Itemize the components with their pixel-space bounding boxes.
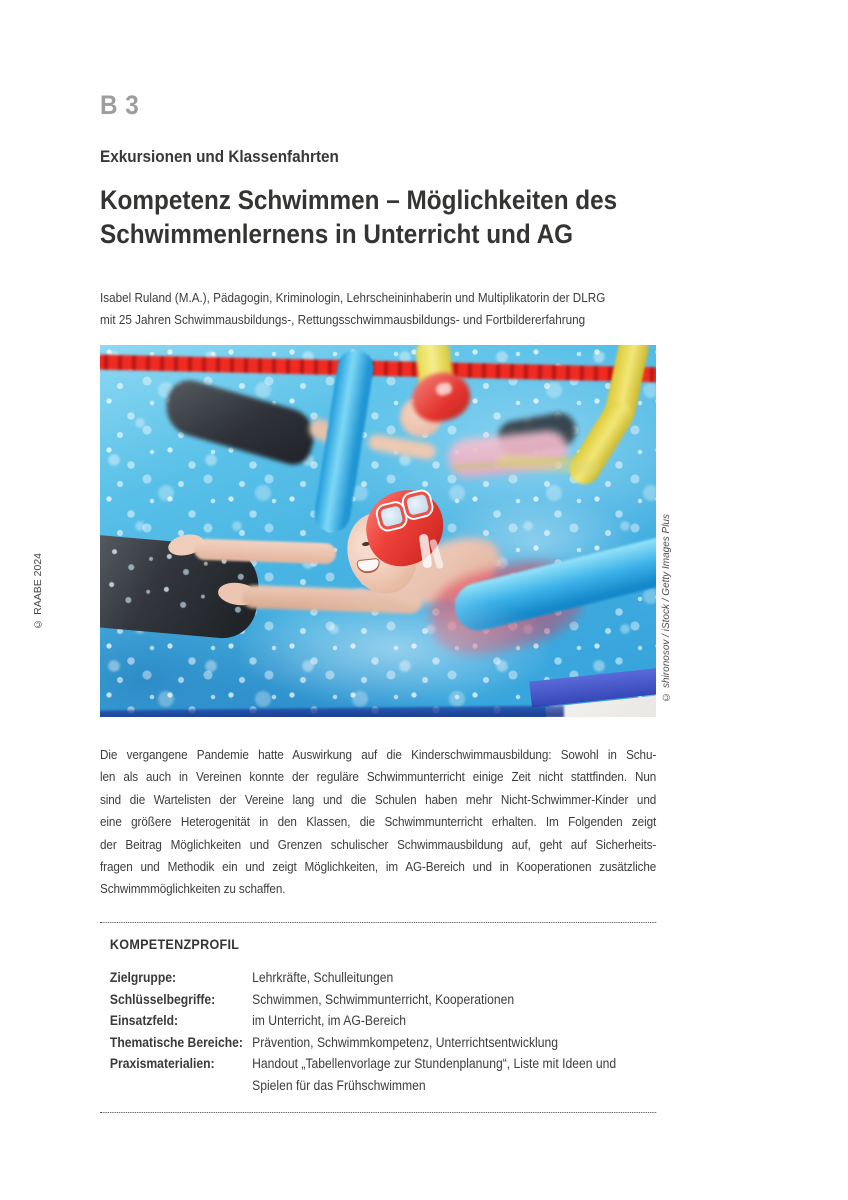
intro-line: Die vergangene Pandemie hatte Auswirkung auf die Kinderschwimmausbildung: Sowohl in Schu-: [100, 747, 657, 762]
intro-line: sind die Wartelisten der Vereine lang und die Schulen haben mehr Nicht-Schwimmer-Kinder und: [100, 791, 657, 807]
goggle-lens: [402, 490, 433, 520]
intro-paragraph: [100, 744, 656, 901]
profile-row: [110, 1032, 656, 1054]
image-credit: © shironosov / iStock / Getty Images Plus: [661, 514, 672, 702]
water-splash: [240, 593, 550, 705]
author-line: Isabel Ruland (M.A.), Pädagogin, Kriminologin, Lehrscheininhaberin und Multiplikatorin der DLRG: [100, 290, 606, 305]
profile-value: Schwimmen, Schwimmunterricht, Kooperationen: [252, 991, 515, 1007]
profile-value: Handout „Tabellenvorlage zur Stundenplanung“, Liste mit Ideen und Spielen für das Frühschwimmen: [252, 1056, 617, 1093]
profile-row: [110, 967, 656, 989]
author-line: mit 25 Jahren Schwimmausbildungs-, Rettungsschwimmausbildungs- und Fortbildererfahrung: [100, 312, 586, 327]
profile-value: im Unterricht, im AG-Bereich: [252, 1013, 407, 1028]
intro-line: der Beitrag Möglichkeiten und Grenzen schulischer Schwimmausbildung auf, geht auf Sicherheits-: [100, 836, 657, 852]
article-title: Kompetenz Schwimmen – Möglichkeiten des Schwimmenlernens in Unterricht und AG: [100, 185, 618, 249]
kompetenzprofil-box: [100, 922, 656, 1113]
series-title: Exkursionen und Klassenfahrten: [100, 147, 339, 166]
profile-row: [110, 989, 656, 1011]
profile-row: [110, 1010, 656, 1032]
profile-label: Thematische Bereiche:: [109, 1034, 243, 1050]
profile-value: Prävention, Schwimmkompetenz, Unterrichtsentwicklung: [252, 1034, 559, 1050]
profile-value: Lehrkräfte, Schulleitungen: [252, 970, 394, 985]
profile-label: Zielgruppe:: [109, 970, 177, 985]
profile-row: [110, 1053, 656, 1096]
pool-photo: [100, 345, 656, 717]
copyright-raabe: © RAABE 2024: [32, 553, 44, 630]
intro-line: fragen und Methodik ein und zeigt Möglichkeiten, im AG-Bereich und in Kooperationen zusätzliche: [100, 859, 657, 875]
intro-line: Schwimmmöglichkeiten zu schaffen.: [100, 881, 286, 897]
profile-label: Schlüsselbegriffe:: [109, 991, 216, 1007]
goggle-lens: [376, 502, 407, 532]
profile-label: Praxismaterialien:: [109, 1056, 215, 1071]
section-code: B 3: [100, 90, 140, 120]
intro-line: eine größere Heterogenität in den Klassen, die Schwimmunterricht erhalten. Im Folgenden zeigt: [100, 814, 657, 830]
kompetenzprofil-heading: KOMPETENZPROFIL: [109, 936, 240, 952]
intro-line: len als auch in Vereinen konnte der reguläre Schwimmunterricht einige Zeit nicht stattfinden. Nun: [100, 769, 657, 785]
author-info: [100, 287, 656, 331]
profile-label: Einsatzfeld:: [109, 1013, 179, 1028]
